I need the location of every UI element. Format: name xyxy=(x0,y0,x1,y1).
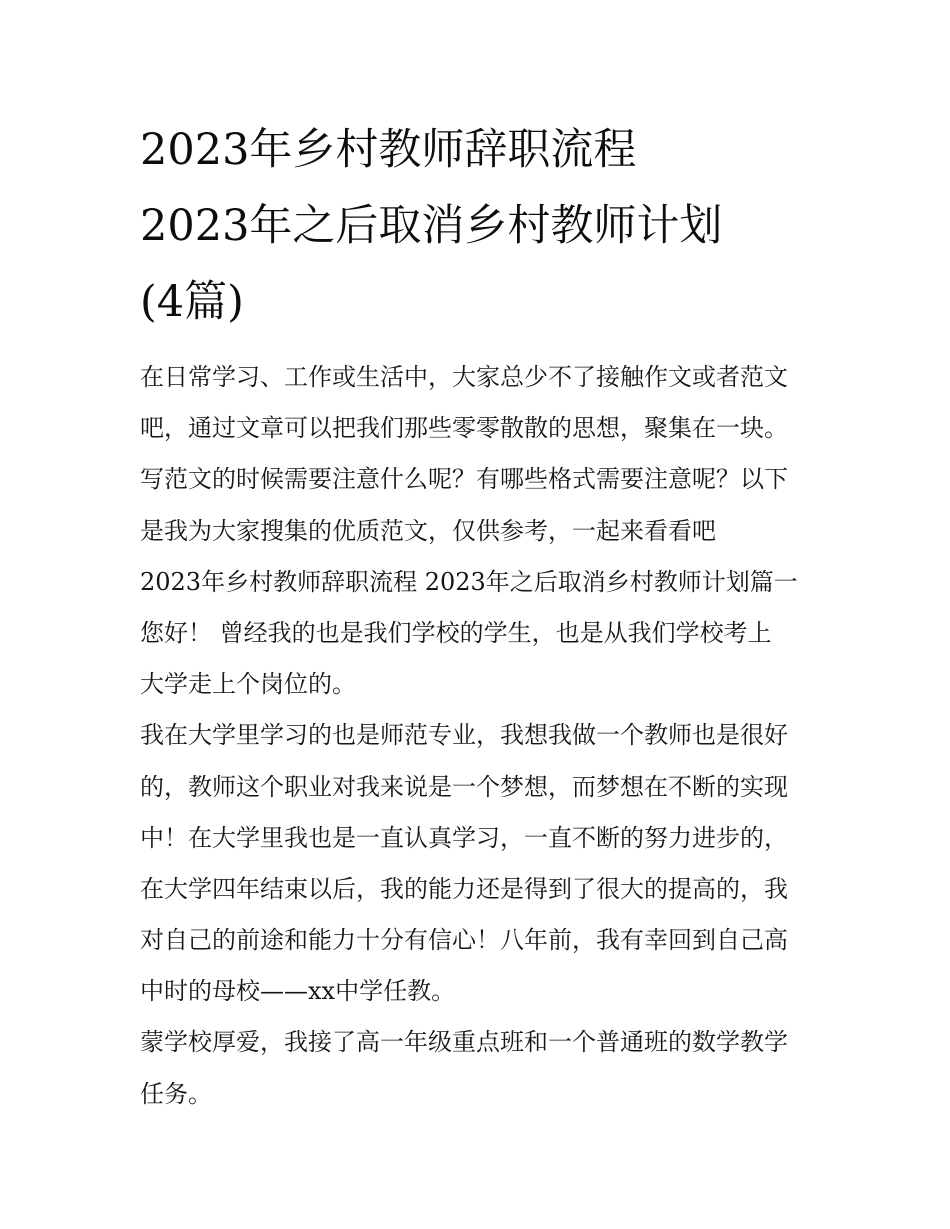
body-line: 我在大学里学习的也是师范专业，我想我做一个教师也是很好 xyxy=(140,721,788,750)
body-line: 在大学四年结束以后，我的能力还是得到了很大的提高的，我 xyxy=(140,874,788,903)
title-line-3: (4篇) xyxy=(140,277,244,327)
body-line: 您好！ 曾经我的也是我们学校的学生，也是从我们学校考上 xyxy=(140,618,772,647)
body-line: 对自己的前途和能力十分有信心！八年前，我有幸回到自己高 xyxy=(140,926,788,955)
title-line-1: 2023年乡村教师辞职流程 xyxy=(140,125,637,175)
body-line: 任务。 xyxy=(140,1079,212,1108)
document-body xyxy=(140,352,820,1120)
body-line: 写范文的时候需要注意什么呢？有哪些格式需要注意呢？以下 xyxy=(140,465,788,494)
body-line: 大学走上个岗位的。 xyxy=(140,670,356,699)
body-line: 2023年乡村教师辞职流程 2023年之后取消乡村教师计划篇一 xyxy=(140,567,798,596)
document-title xyxy=(140,112,820,340)
body-line: 吧，通过文章可以把我们那些零零散散的思想，聚集在一块。 xyxy=(140,414,788,443)
title-line-2: 2023年之后取消乡村教师计划 xyxy=(140,201,723,251)
body-line: 中！在大学里我也是一直认真学习，一直不断的努力进步的， xyxy=(140,823,788,852)
body-line: 蒙学校厚爱，我接了高一年级重点班和一个普通班的数学教学 xyxy=(140,1028,788,1057)
body-line: 的，教师这个职业对我来说是一个梦想，而梦想在不断的实现 xyxy=(140,772,788,801)
body-line: 在日常学习、工作或生活中，大家总少不了接触作文或者范文 xyxy=(140,363,788,391)
body-line: 是我为大家搜集的优质范文，仅供参考，一起来看看吧 xyxy=(140,516,716,545)
body-line: 中时的母校——xx中学任教。 xyxy=(140,977,456,1006)
